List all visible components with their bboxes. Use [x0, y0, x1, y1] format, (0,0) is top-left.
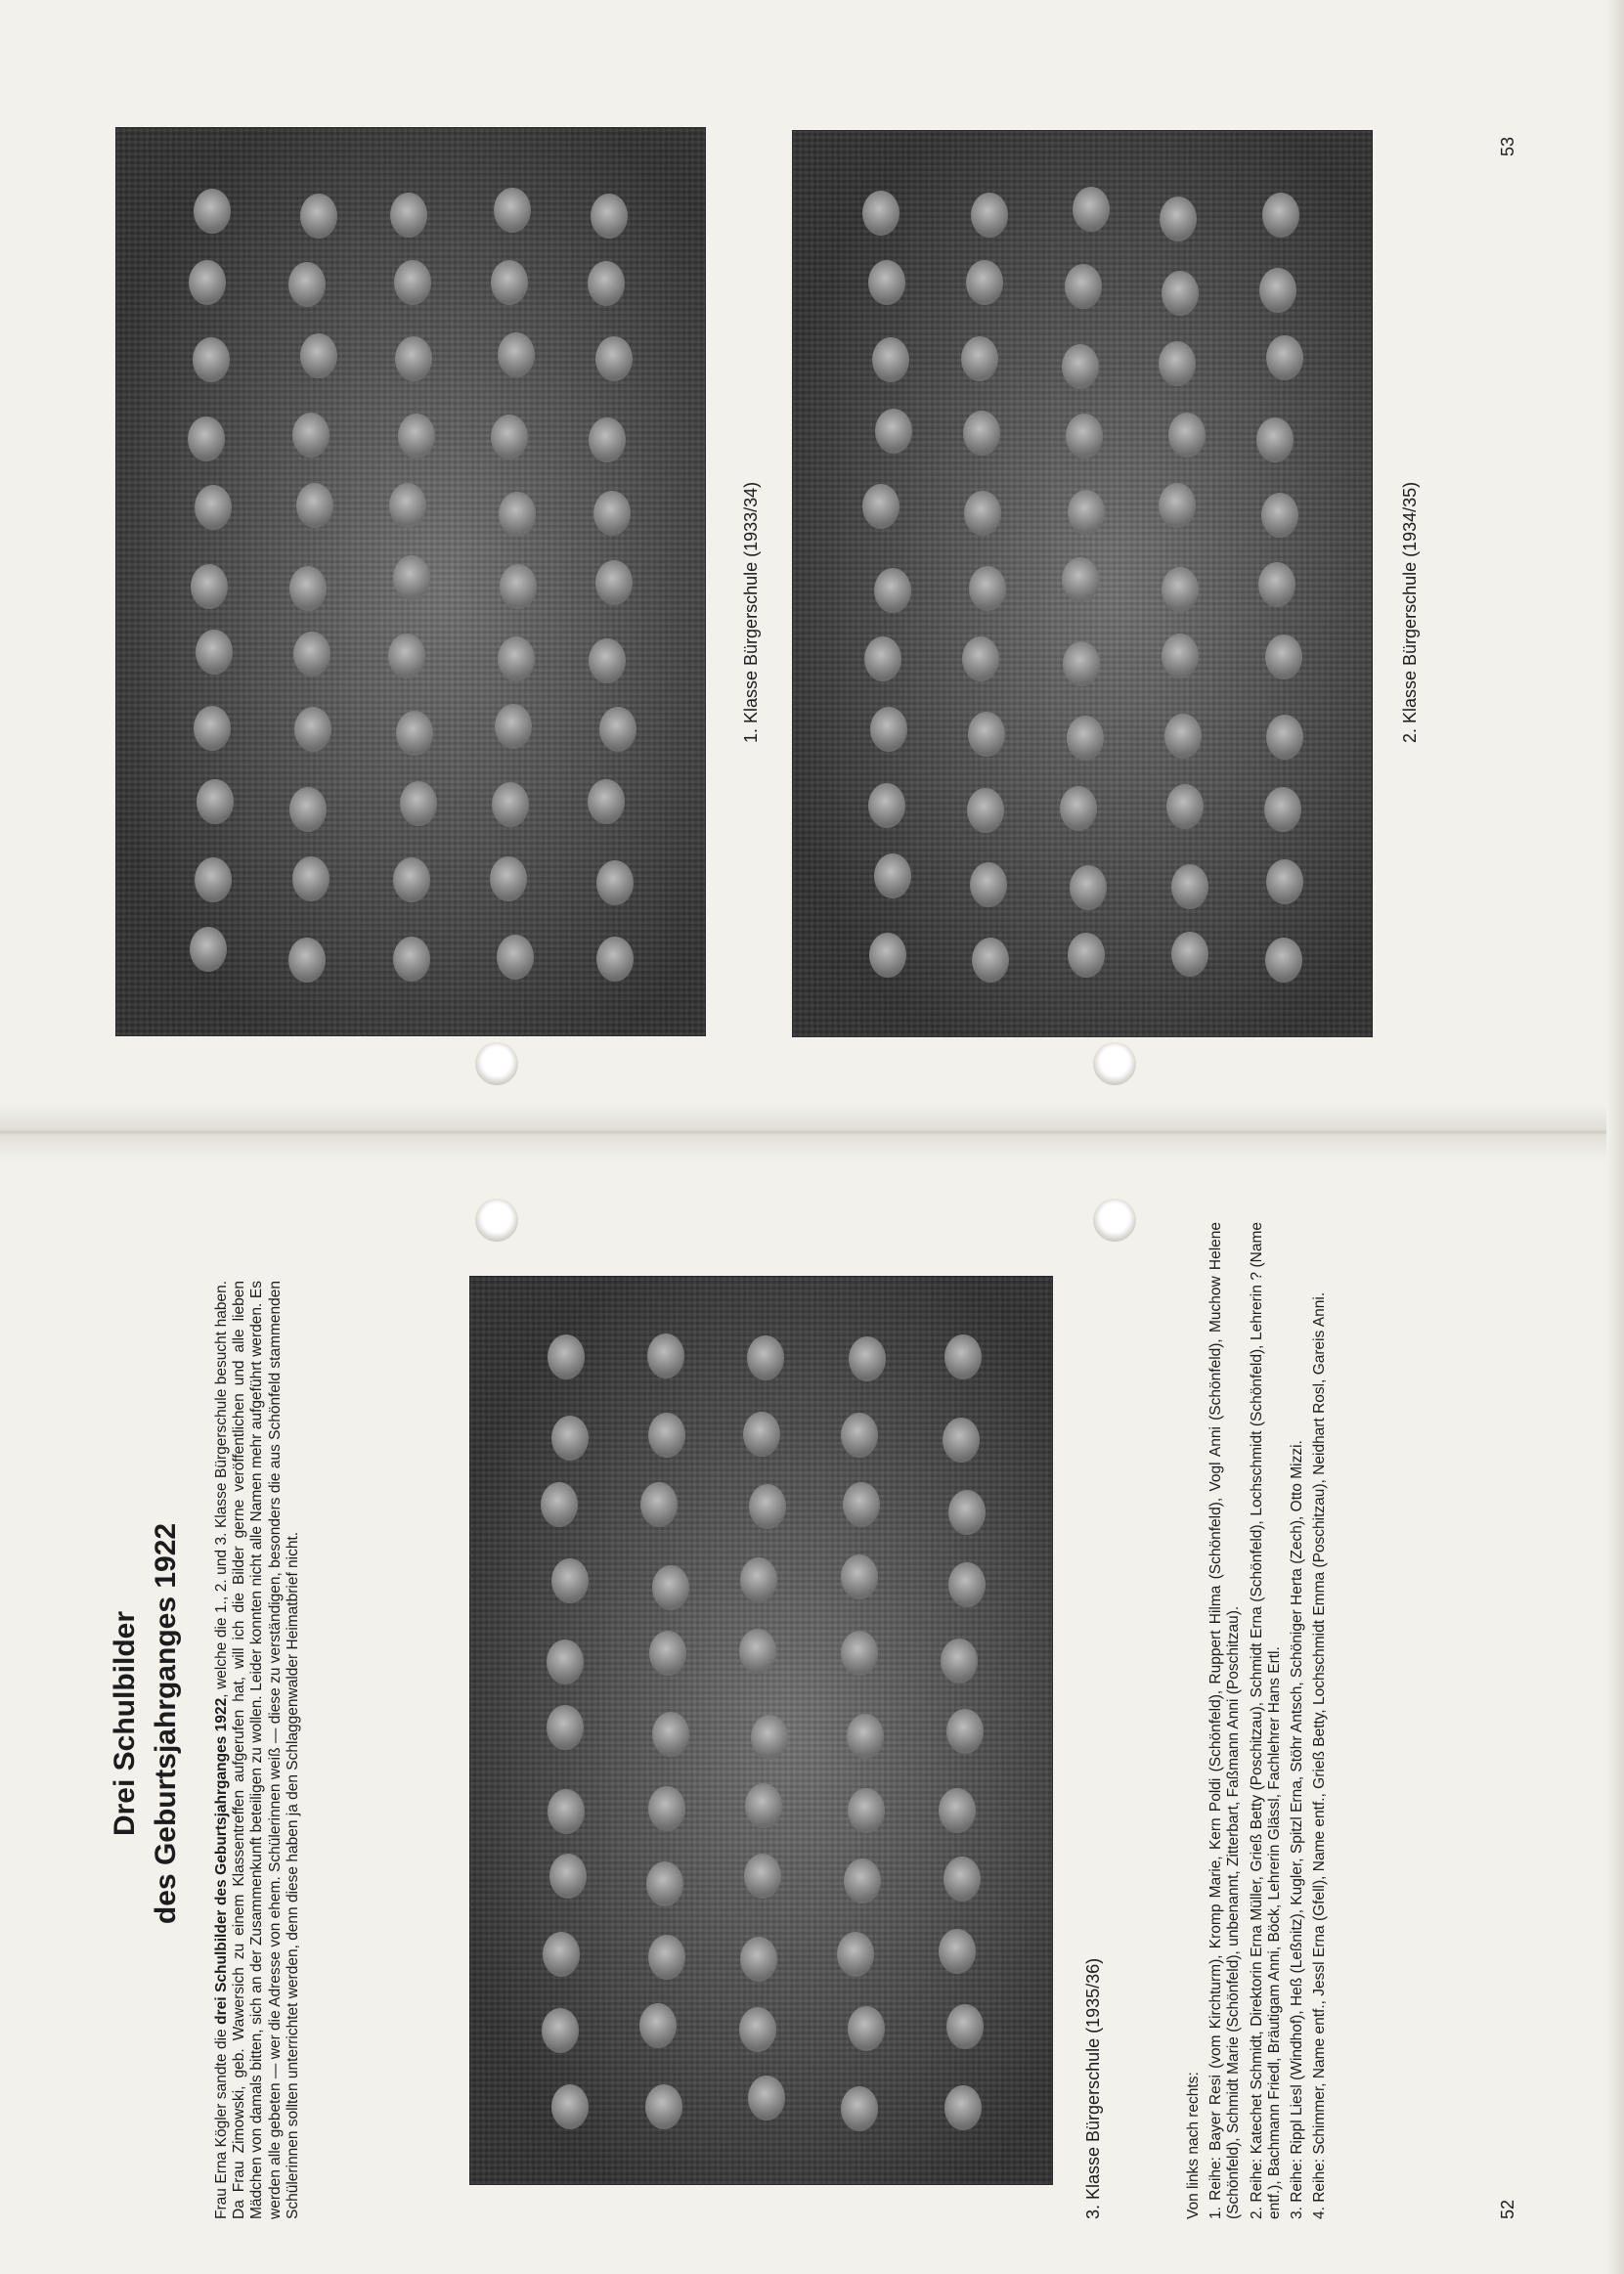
photo-face [967, 788, 1004, 833]
photo-face [739, 1629, 776, 1674]
photo-face [398, 414, 435, 459]
photo-face [394, 260, 431, 305]
photo-face [874, 853, 911, 898]
photo-face [1073, 187, 1110, 232]
photo-face [188, 416, 225, 461]
photo-face [969, 566, 1006, 611]
photo-face [551, 2084, 589, 2129]
photo-face [849, 1336, 886, 1381]
photo-face [848, 1788, 885, 1833]
photo-face [292, 413, 329, 458]
photo-face [589, 638, 626, 683]
list-item: 4. Reihe: Schimmer, Name entf., Jessl Erna (Gfell), Name entf., Grieß Betty, Lochschmidt Emma (Poschitzau), Neidhart Rosl, Gareis Anni. [1311, 1291, 1329, 2219]
caption-class-2: 2. Klasse Bürgerschule (1934/35) [1400, 481, 1420, 743]
photo-face [1171, 864, 1208, 909]
photo-class-2 [792, 130, 1373, 1037]
photo-face [1062, 557, 1099, 602]
photo-face [743, 1412, 780, 1457]
article-title-line2: des Geburtsjahrganges 1922 [150, 1522, 182, 1925]
photo-face [191, 564, 228, 609]
photo-face [1265, 938, 1302, 983]
photo-face [548, 1789, 585, 1834]
photo-face [497, 935, 534, 980]
photo-face [971, 193, 1008, 238]
photo-face [1266, 715, 1303, 760]
caption-class-3: 3. Klasse Bürgerschule (1935/36) [1083, 1957, 1103, 2219]
photo-face [946, 1709, 984, 1754]
photo-face [541, 1482, 578, 1527]
photo-face [1160, 197, 1197, 241]
photo-face [595, 560, 633, 605]
photo-face [739, 2007, 776, 2052]
photo-face [593, 491, 631, 536]
photo-face [1262, 193, 1299, 238]
photo-face [944, 1857, 981, 1902]
page-number-right: 53 [1498, 136, 1517, 156]
photo-face [868, 783, 905, 828]
photo-face [944, 2085, 982, 2130]
photo-face [393, 937, 430, 982]
photo-face [492, 782, 529, 827]
photo-face [841, 1631, 878, 1676]
photo-face [939, 1929, 976, 1974]
photo-face [745, 1783, 782, 1828]
photo-face [744, 1854, 781, 1899]
photo-face [848, 2006, 885, 2051]
photo-face [495, 704, 532, 749]
photo-face [197, 779, 234, 824]
list-heading: Von links nach rechts: [1185, 2072, 1202, 2219]
photo-face [1067, 716, 1104, 761]
photo-face [189, 260, 226, 305]
photo-face [588, 779, 625, 824]
photo-face [648, 1935, 685, 1980]
photo-face [874, 568, 911, 613]
photo-face [289, 566, 327, 611]
photo-face [300, 333, 337, 378]
photo-class-1 [115, 127, 706, 1036]
photo-face [599, 707, 636, 752]
photo-face [1162, 634, 1199, 678]
photo-face [740, 1557, 777, 1602]
photo-face [869, 933, 906, 978]
photo-face [389, 483, 426, 528]
photo-face [972, 938, 1009, 983]
photo-face [395, 336, 432, 381]
photo-face [943, 1418, 980, 1463]
photo-face [491, 260, 528, 305]
photo-face [498, 636, 535, 681]
photo-face [740, 1937, 777, 1982]
photo-face [652, 1712, 689, 1757]
photo-face [962, 636, 999, 681]
photo-face [293, 632, 330, 677]
photo-face [542, 2008, 579, 2053]
photo-face [1259, 268, 1296, 313]
photo-face [751, 1715, 788, 1760]
photo-face [1162, 271, 1199, 316]
photo-face [862, 191, 900, 236]
photo-face [1070, 865, 1107, 910]
page-fold [0, 1103, 1624, 1161]
photo-face [190, 927, 227, 972]
punch-hole [1093, 1199, 1136, 1242]
photo-face [292, 856, 329, 901]
photo-face [1265, 634, 1302, 679]
photo-face [864, 636, 901, 681]
photo-face [1159, 483, 1196, 528]
photo-face [847, 1714, 884, 1759]
photo-face [844, 1859, 881, 1903]
photo-face [652, 1565, 689, 1610]
photo-class-3 [469, 1276, 1053, 2185]
photo-face [944, 1334, 982, 1379]
article-title-line1: Drei Schulbilder [109, 1610, 141, 1837]
photo-face [1256, 417, 1294, 462]
page-number-left: 52 [1498, 2199, 1517, 2219]
photo-face [948, 1490, 986, 1535]
photo-face [551, 1558, 589, 1603]
photo-face [595, 336, 633, 381]
photo-face [289, 787, 327, 832]
page-edge [1606, 0, 1624, 2274]
photo-face [551, 1416, 589, 1461]
photo-face [548, 1334, 585, 1379]
photo-face [543, 1932, 580, 1977]
photo-face [549, 1854, 587, 1899]
names-list [1185, 1222, 1334, 2219]
punch-hole [1093, 1042, 1136, 1085]
photo-face [647, 1334, 684, 1378]
photo-face [941, 1639, 978, 1684]
photo-face [1066, 414, 1103, 459]
photo-face [499, 492, 536, 537]
photo-face [648, 1413, 685, 1458]
photo-face [547, 1705, 584, 1750]
photo-face [843, 1482, 880, 1527]
list-item: 2. Reihe: Katechet Schmidt, Direktorin Erna Müller, Grieß Betty (Poschitzau), Schmidt Erna (Schönfeld), Lochschmidt (Schönfeld), Lehrerin ? (Name entf.), Bachmann Friedl, Bräutigam Anni, Böck, Lehrerin Glässl, Fachlehrer Hans Ertl. [1248, 1222, 1283, 2219]
photo-face [498, 332, 535, 377]
intro-paragraph: Frau Erna Kögler sandte die drei Schulbilder des Geburtsjahrganges 1922, welche die 1., 2. und 3. Klasse Bürgerschule besucht haben. Da Frau Zimowski, geb. Wawersich zu einem Klassentreffen aufgerufen hat, will ich die Bilder gerne veröffentlichen und alle lieben Mädchen von damals bitten, sich an der Zusammenkunft beteiligen zu wollen. Leider konnten nicht alle Namen mehr aufgeführt werden. Es werden alle gebeten — wer die Adresse von ehem. Schülerinnen weiß — diese zu verständigen, besonders die aus Schönfeld stammenden Schülerinnen sollten unterrichtet werden, denn diese haben ja den Schlaggenwalder Heimatbrief nicht. [213, 1280, 301, 2219]
photo-face [841, 1413, 878, 1458]
list-item: 1. Reihe: Bayer Resi (vom Kirchturm), Kromp Marie, Kern Poldi (Schönfeld), Ruppert Hilma (Schönfeld), Vogl Anni (Schönfeld), Muchow Helene (Schönfeld), Schmidt Marie (Schönfeld), unbenannt, Zitterbart, Faßmann Anni (Poschitzau). [1207, 1222, 1243, 2219]
photo-face [966, 260, 1003, 305]
photo-face [639, 2003, 677, 2048]
photo-face [1068, 490, 1105, 535]
photo-face [589, 417, 626, 462]
photo-face [939, 1788, 976, 1833]
photo-face [494, 188, 531, 233]
photo-face [596, 937, 634, 982]
photo-face [961, 336, 998, 381]
photo-face [1168, 413, 1206, 458]
punch-hole [475, 1199, 518, 1242]
photo-face [1261, 493, 1298, 538]
punch-hole [475, 1042, 518, 1085]
photo-face [841, 2086, 878, 2131]
photo-face [841, 1554, 878, 1599]
caption-class-1: 1. Klasse Bürgerschule (1933/34) [741, 481, 761, 743]
photo-face [964, 491, 1001, 536]
list-item: 3. Reihe: Rippl Liesl (Windhof), Heß (Leßnitz), Kugler, Spitzl Erna, Stöhr Antsch, Schöniger Herta (Zech), Otto Mizzi. [1289, 1440, 1306, 2219]
photo-face [588, 261, 625, 306]
photo-face [388, 634, 425, 678]
photo-face [1068, 933, 1105, 978]
photo-face [645, 2084, 682, 2129]
photo-face [948, 1562, 986, 1607]
photo-face [1258, 562, 1295, 607]
photo-face [1171, 932, 1208, 977]
photo-face [491, 415, 528, 459]
photo-face [1266, 859, 1303, 904]
photo-face [288, 938, 326, 983]
photo-face [300, 194, 337, 239]
